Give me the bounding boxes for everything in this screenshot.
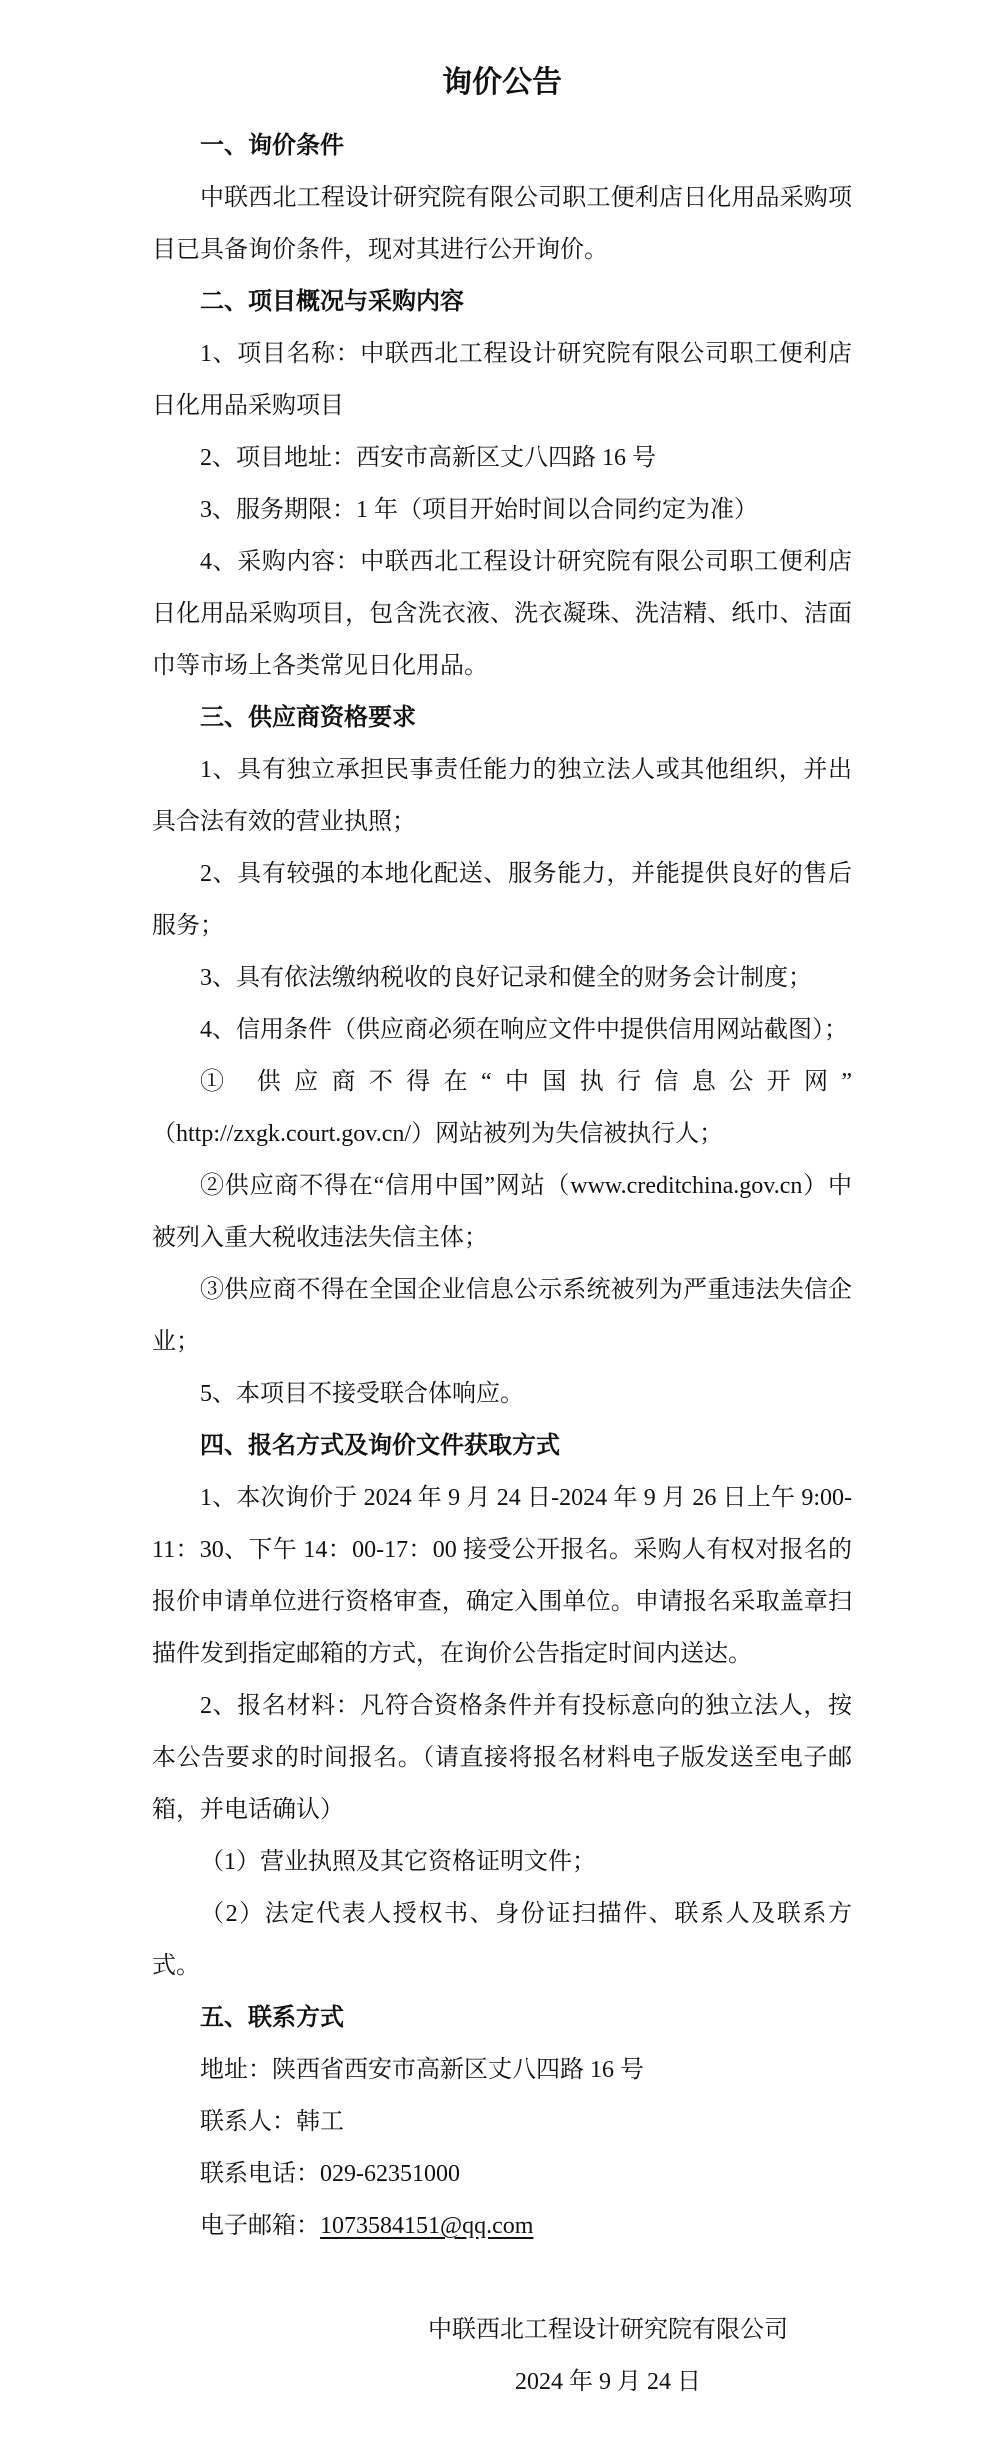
signature-company: 中联西北工程设计研究院有限公司 — [428, 2317, 788, 2343]
signature-block — [152, 2304, 852, 2408]
project-address-paragraph: 2、项目地址：西安市高新区丈八四路 16 号 — [200, 445, 656, 471]
contact-email-label: 电子邮箱： — [200, 2213, 320, 2239]
qualification-item-1: 1、具有独立承担民事责任能力的独立法人或其他组织，并出具合法有效的营业执照； — [152, 757, 852, 835]
contact-address: 地址：陕西省西安市高新区丈八四路 16 号 — [200, 2057, 644, 2083]
section1-paragraph: 中联西北工程设计研究院有限公司职工便利店日化用品采购项目已具备询价条件，现对其进行公开询价。 — [152, 185, 852, 263]
credit-condition-1-line-2: （http://zxgk.court.gov.cn/）网站被列为失信被执行人； — [152, 1121, 724, 1147]
contact-person: 联系人：韩工 — [200, 2109, 344, 2135]
section4-heading: 四、报名方式及询价文件获取方式 — [200, 1433, 560, 1459]
document-body — [152, 52, 852, 2408]
qualification-item-3: 3、具有依法缴纳税收的良好记录和健全的财务会计制度； — [200, 965, 812, 991]
contact-email-line — [152, 2200, 852, 2252]
qualification-item-2: 2、具有较强的本地化配送、服务能力，并能提供良好的售后服务； — [152, 861, 852, 939]
qualification-item-5: 5、本项目不接受联合体响应。 — [200, 1381, 524, 1407]
section2-heading: 二、项目概况与采购内容 — [200, 289, 464, 315]
section3-heading: 三、供应商资格要求 — [200, 705, 416, 731]
page-title: 询价公告 — [442, 66, 562, 99]
materials-item-1: （1）营业执照及其它资格证明文件； — [200, 1849, 596, 1875]
section5-heading: 五、联系方式 — [200, 2005, 344, 2031]
credit-condition-1-line-1: ① 供应商不得在“中国执行信息公开网” — [200, 1069, 852, 1095]
qualification-item-4: 4、信用条件（供应商必须在响应文件中提供信用网站截图）； — [200, 1017, 848, 1043]
section1-heading: 一、询价条件 — [200, 133, 344, 159]
project-name-paragraph: 1、项目名称：中联西北工程设计研究院有限公司职工便利店日化用品采购项目 — [152, 341, 852, 419]
signature-date: 2024 年 9 月 24 日 — [515, 2369, 701, 2395]
procurement-content-paragraph: 4、采购内容：中联西北工程设计研究院有限公司职工便利店日化用品采购项目，包含洗衣液、洗衣凝珠、洗洁精、纸巾、洁面巾等市场上各类常见日化用品。 — [152, 549, 852, 679]
registration-materials-paragraph: 2、报名材料：凡符合资格条件并有投标意向的独立法人，按本公告要求的时间报名。（请直接将报名材料电子版发送至电子邮箱，并电话确认） — [152, 1693, 852, 1823]
credit-condition-3: ③供应商不得在全国企业信息公示系统被列为严重违法失信企业； — [152, 1277, 852, 1355]
service-term-paragraph: 3、服务期限：1 年（项目开始时间以合同约定为准） — [200, 497, 758, 523]
contact-email-link[interactable]: 1073584151@qq.com — [320, 2213, 534, 2239]
contact-phone: 联系电话：029-62351000 — [200, 2161, 460, 2187]
materials-item-2: （2）法定代表人授权书、身份证扫描件、联系人及联系方式。 — [152, 1901, 852, 1979]
credit-condition-2: ②供应商不得在“信用中国”网站（www.creditchina.gov.cn）中被列入重大税收违法失信主体； — [152, 1173, 852, 1251]
registration-time-paragraph: 1、本次询价于 2024 年 9 月 24 日-2024 年 9 月 26 日上午 9:00-11：30、下午 14：00-17：00 接受公开报名。采购人有权对报名的报价申请单位进行资格审查，确定入围单位。申请报名采取盖章扫描件发到指定邮箱的方式，在询价公告指定时间内送达。 — [152, 1485, 852, 1667]
